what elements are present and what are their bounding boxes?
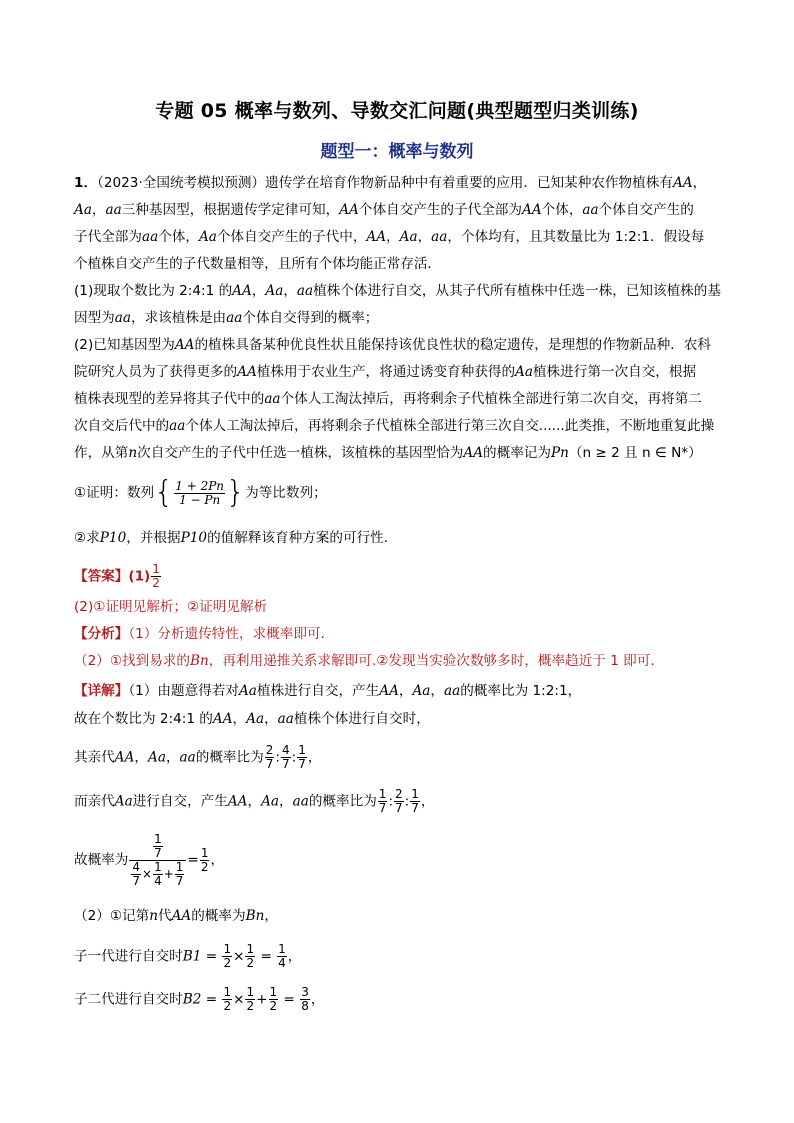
part-2: 次自交后代中的aa个体人工淘汰掉后，再将剩余子代植株全部进行第三次自交......此类推，不断地重复此操	[74, 418, 715, 434]
part-2: 植株表现型的差异将其子代中的aa个体人工淘汰掉后，再将剩余子代植株全部进行第二次自交，再将第二	[74, 391, 702, 407]
detail-line: 而亲代Aa进行自交，产生AA，Aa，aa的概率比为 $\frac{1}{7}$ : $\frac{2}{7}$ : $\frac{1}{7}$ ，	[74, 787, 435, 815]
part-2: 作，从第n次自交产生的子代中任选一植株，该植株的基因型恰为AA的概率记为Pn（n ≥ 2 且 n ∈ N*）	[74, 445, 702, 461]
detail-line: 子二代进行自交时B2 = $\frac{1}{2}$ × $\frac{1}{2}$ + $\frac{1}{2}$ = $\frac{3}{8}$ ，	[74, 985, 325, 1013]
part-2: 院研究人员为了获得更多的AA植株用于农业生产，将通过诱变育种获得的Aa植株进行第一次自交，根据	[74, 364, 697, 380]
page-title: 专题 05 概率与数列、导数交汇问题(典型题型归类训练)	[155, 100, 639, 122]
question-line: Aa，aa三种基因型，根据遗传学定律可知，AA个体自交产生的子代全部为AA个体，aa个体自交产生的	[74, 202, 694, 218]
question-number: 1．	[74, 175, 98, 191]
detail-line: 故在个数比为 2:4:1 的AA，Aa，aa植株个体进行自交时，	[74, 711, 430, 727]
part-1: 因型为aa，求该植株是由aa个体自交得到的概率；	[74, 310, 379, 326]
analysis-label: 【分析】	[74, 626, 129, 642]
part-1: (1)现取个数比为 2:4:1 的AA，Aa，aa植株个体进行自交，从其子代所有植株中任选一株，已知该植株的基	[74, 283, 721, 299]
answer-line: 【答案】(1) $\frac{1}{2}$	[74, 562, 160, 590]
subpart-1: ①证明：数列{ $\frac{1 + 2Pn}{1 - Pn}$ }为等比数列；	[74, 475, 327, 510]
detail-line: 子一代进行自交时B1 = $\frac{1}{2}$ × $\frac{1}{2}$ = $\frac{1}{4}$ ，	[74, 942, 302, 970]
detail-label: 【详解】	[74, 683, 129, 699]
detail-line: （2）①记第n代AA的概率为Bn，	[74, 908, 278, 924]
subpart-2: ②求P10，并根据P10的值解释该育种方案的可行性．	[74, 530, 398, 546]
answer-label: 【答案】	[74, 568, 129, 585]
compound-fraction: $\frac{1}{7}$ $\frac{4}{7}$ × $\frac{1}{4}$ + $\frac{1}{7}$	[129, 833, 186, 888]
part-2: (2)已知基因型为AA的植株具备某种优良性状且能保持该优良性状的稳定遗传，是理想的作物新品种．农科	[74, 337, 712, 353]
question-line: 子代全部为aa个体，Aa个体自交产生的子代中，AA，Aa，aa，个体均有，且其数量比为 1:2:1．假设每	[74, 229, 705, 245]
question-line: 1．（2023·全国统考模拟预测）遗传学在培育作物新品种中有着重要的应用．已知某种农作物植株有AA，	[74, 175, 707, 191]
question-line: 个植株自交产生的子代数量相等，且所有个体均能正常存活．	[74, 256, 442, 272]
question-source: （2023·全国统考模拟预测）	[97, 175, 266, 191]
detail-line: 其亲代AA，Aa，aa的概率比为 $\frac{2}{7}$ : $\frac{4}{7}$ : $\frac{1}{7}$ ，	[74, 743, 322, 771]
analysis-line: 【分析】（1）分析遗传特性，求概率即可.	[74, 626, 325, 642]
answer-line: (2)①证明见解析；②证明见解析	[74, 599, 268, 615]
section-heading: 题型一：概率与数列	[320, 142, 474, 162]
detail-line: 故概率为 $\frac{1}{7}$ $\frac{4}{7}$ × $\frac{1}{4}$ + $\frac{1}{7}$ = $\frac{1}{2}$ ，	[74, 831, 225, 888]
analysis-line: （2）①找到易求的Bn，再利用递推关系求解即可.②发现当实验次数够多时，概率趋近于 1 即可.	[74, 653, 655, 669]
detail-line: 【详解】（1）由题意得若对Aa植株进行自交，产生AA，Aa，aa的概率比为 1:2:1，	[74, 683, 582, 699]
sequence-fraction: $\frac{1 + 2Pn}{1 - Pn}$	[175, 478, 225, 507]
